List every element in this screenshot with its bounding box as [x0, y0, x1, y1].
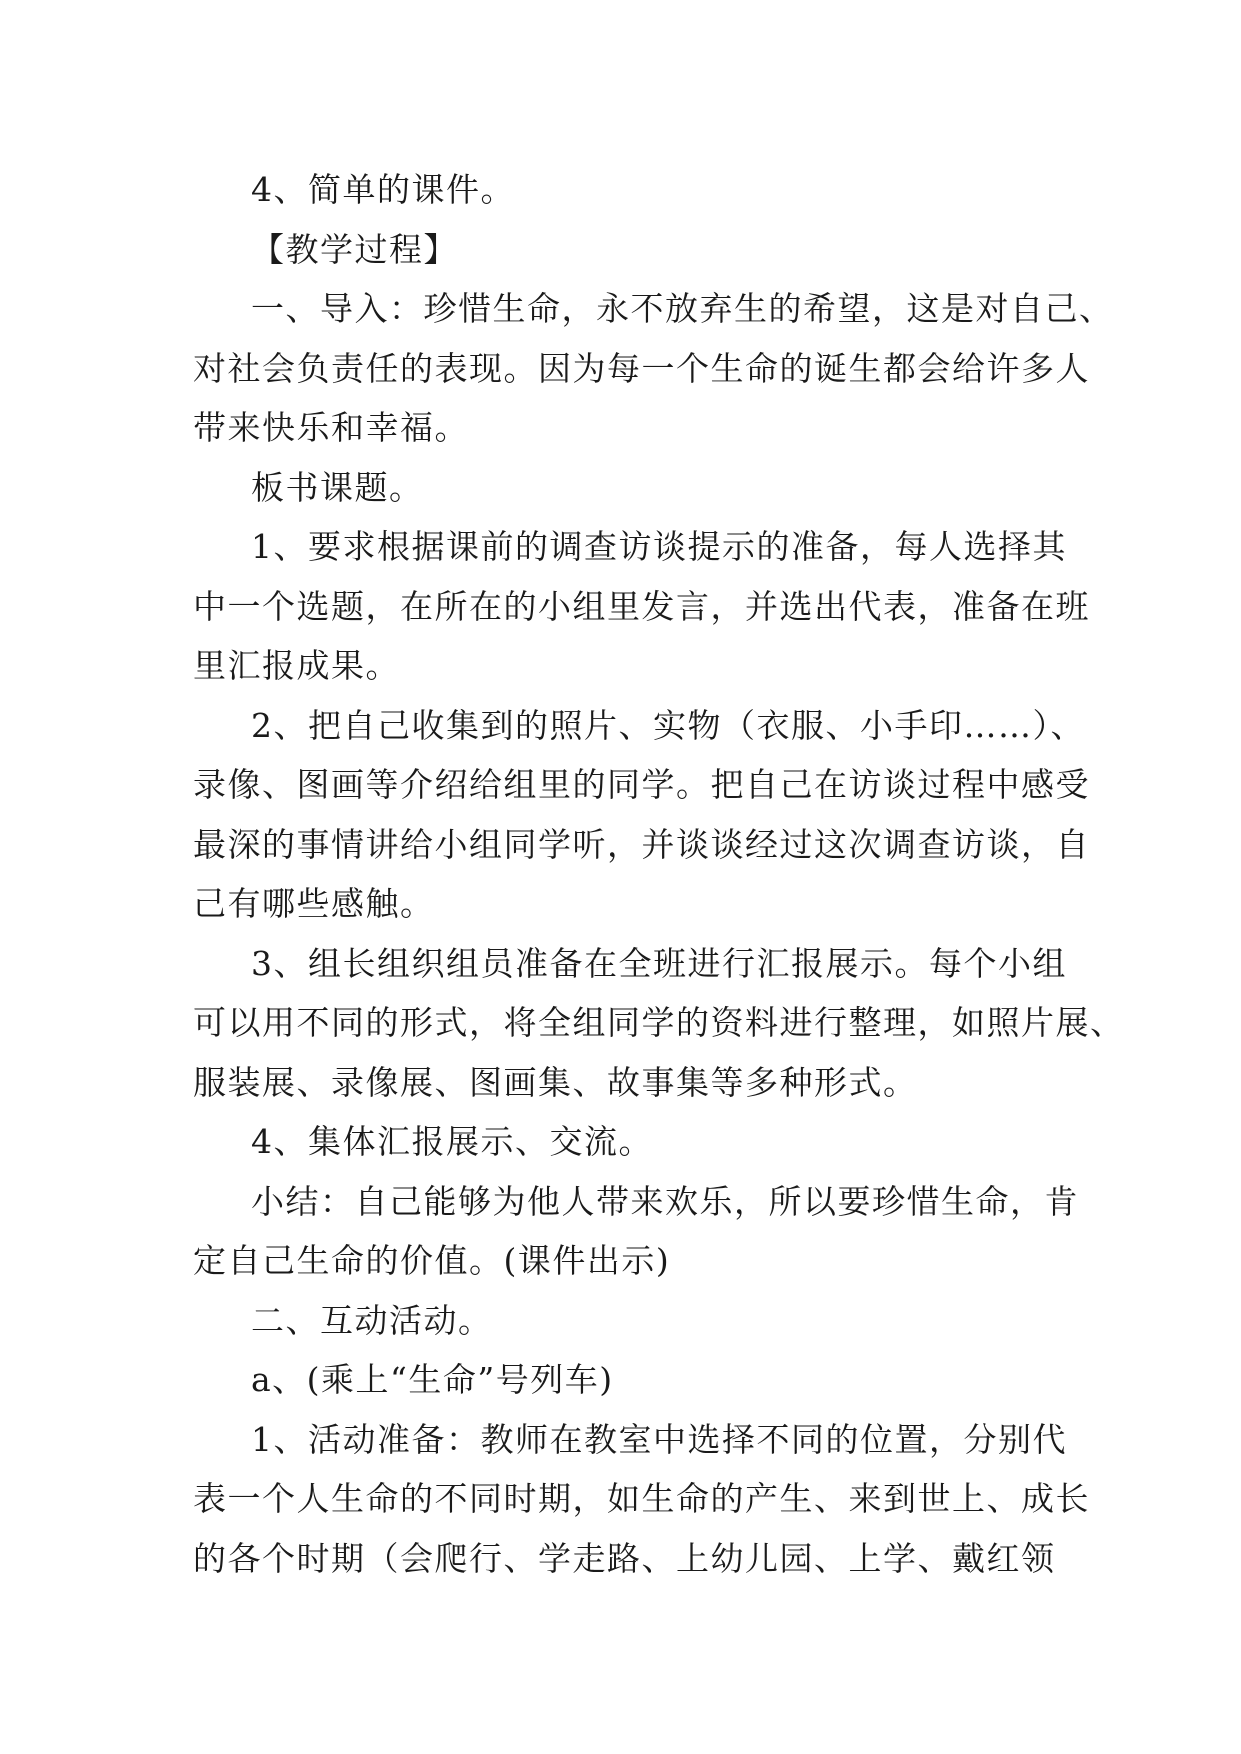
text-line: 的各个时期（会爬行、学走路、上幼儿园、上学、戴红领: [193, 1538, 1056, 1578]
text-line: 表一个人生命的不同时期，如生命的产生、来到世上、成长: [193, 1479, 1090, 1518]
text-line: 里汇报成果。: [193, 646, 400, 685]
text-line: 带来快乐和幸福。: [193, 408, 469, 447]
text-line: 服装展、录像展、图画集、故事集等多种形式。: [193, 1062, 918, 1102]
text-line: 板书课题。: [251, 467, 424, 507]
text-line: 4、集体汇报展示、交流。: [251, 1122, 653, 1161]
text-line: a、(乘上“生命”号列车): [251, 1360, 614, 1399]
text-line: 定自己生命的价值。(课件出示): [193, 1241, 671, 1280]
text-line: 可以用不同的形式，将全组同学的资料进行整理，如照片展、: [193, 1003, 1125, 1042]
text-line: 2、把自己收集到的照片、实物（衣服、小手印……）、: [251, 705, 1085, 745]
text-line: 二、互动活动。: [251, 1300, 493, 1340]
text-line: 小结：自己能够为他人带来欢乐，所以要珍惜生命，肯: [251, 1181, 1079, 1221]
text-line: 录像、图画等介绍给组里的同学。把自己在访谈过程中感受: [193, 765, 1090, 804]
section-heading: 【教学过程】: [251, 229, 458, 269]
text-line: 1、要求根据课前的调查访谈提示的准备，每人选择其: [251, 527, 1067, 566]
text-line: 己有哪些感触。: [193, 884, 435, 923]
text-line: 1、活动准备：教师在教室中选择不同的位置，分别代: [251, 1419, 1067, 1459]
text-line: 对社会负责任的表现。因为每一个生命的诞生都会给许多人: [193, 348, 1090, 388]
text-line: 一、导入：珍惜生命，永不放弃生的希望，这是对自己、: [251, 289, 1114, 328]
document-body: [193, 160, 1125, 1588]
text-line: 3、组长组织组员准备在全班进行汇报展示。每个小组: [251, 943, 1067, 983]
text-line: 4、简单的课件。: [251, 170, 515, 209]
text-line: 中一个选题，在所在的小组里发言，并选出代表，准备在班: [193, 586, 1090, 626]
text-line: 最深的事情讲给小组同学听，并谈谈经过这次调查访谈，自: [193, 824, 1090, 864]
